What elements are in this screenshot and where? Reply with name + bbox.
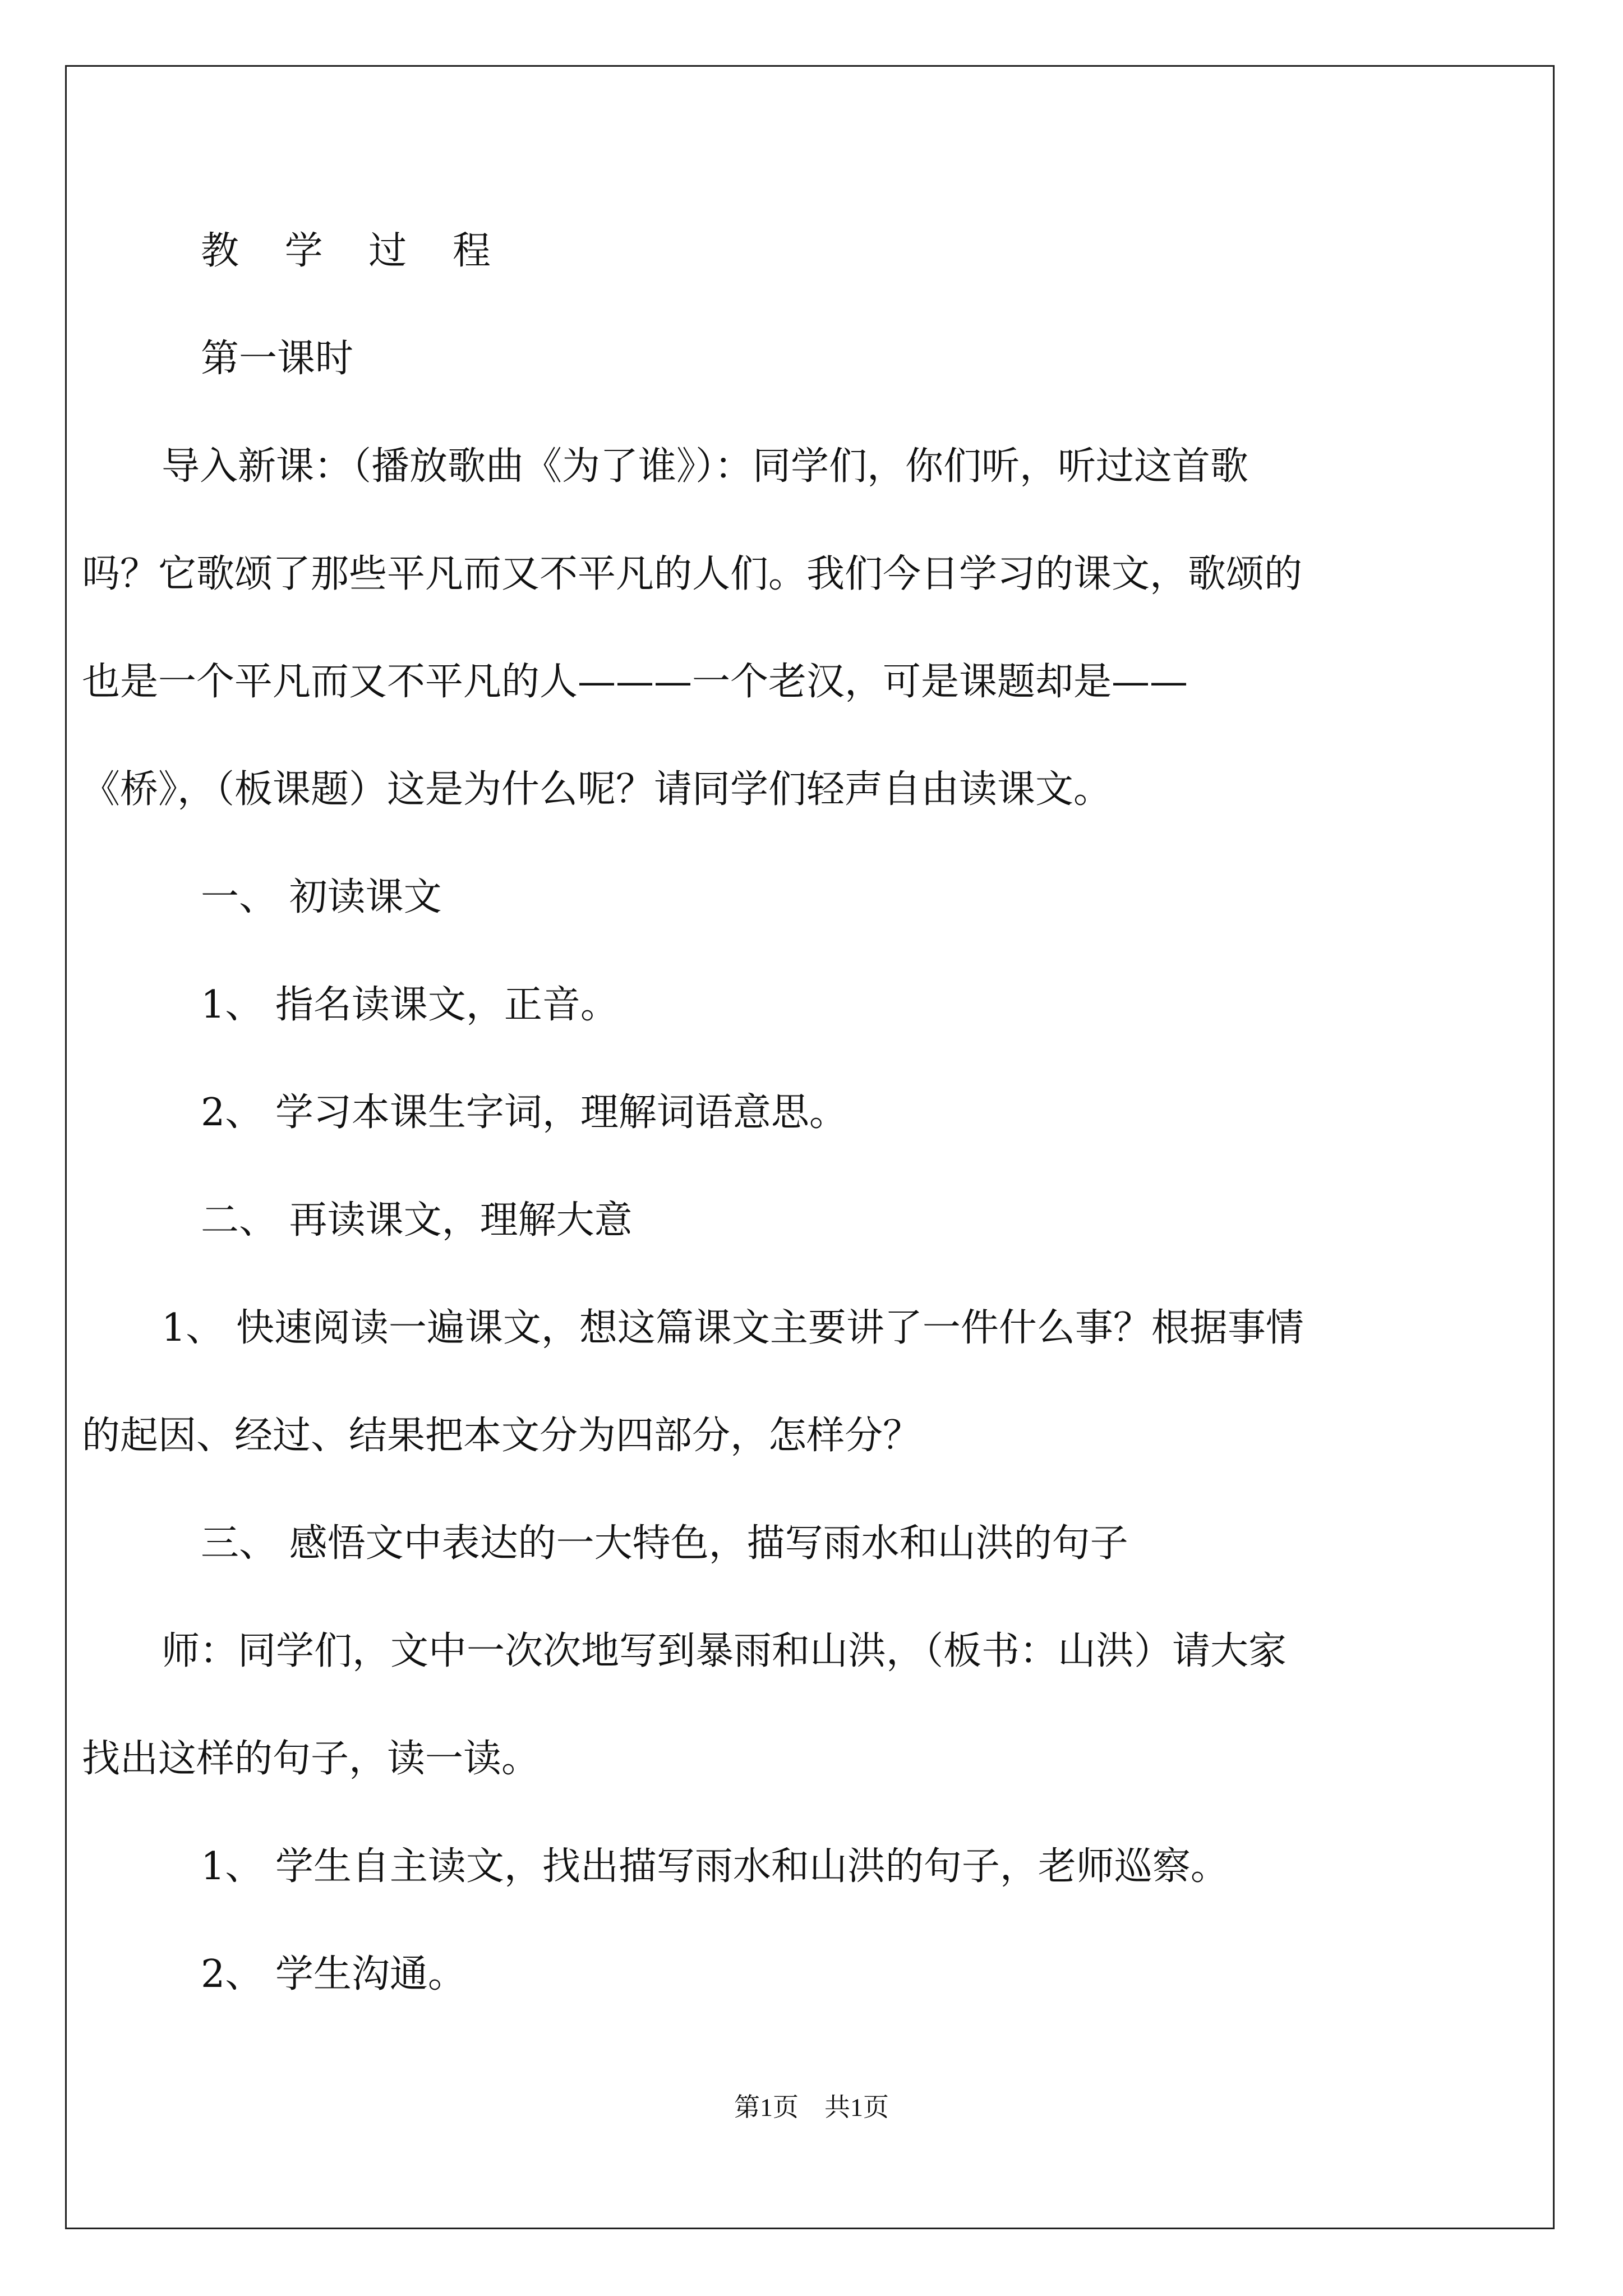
section-two-heading: 二、 再读课文，理解大意	[201, 1198, 633, 1243]
section-one-heading: 一、 初读课文	[201, 875, 442, 919]
section-three-heading: 三、 感悟文中表达的一大特色，描写雨水和山洪的句子	[201, 1521, 1128, 1566]
lesson-label: 第一课时	[201, 337, 354, 381]
list-item: 1、 快速阅读一遍课文，想这篇课文主要讲了一件什么事？根据事情的起因、经过、结果把本文分为四部分，怎样分？	[82, 1306, 1304, 1458]
document-body	[82, 197, 1429, 2028]
list-item: 1、 指名读课文，正音。	[201, 983, 619, 1027]
list-item: 2、 学生沟通。	[201, 1952, 466, 1996]
intro-paragraph: 导入新课：（播放歌曲《为了谁》）：同学们，你们听，听过这首歌吗？它歌颂了那些平凡而又不平凡的人们。我们今日学习的课文，歌颂的也是一个平凡而又不平凡的人———一个老汉，可是课题却是——《桥》，（板课题）这是为什么呢？请同学们轻声自由读课文。	[82, 444, 1303, 812]
list-item: 1、 学生自主读文，找出描写雨水和山洪的句子，老师巡察。	[201, 1844, 1229, 1889]
list-item: 2、 学习本课生字词，理解词语意思。	[201, 1091, 847, 1135]
page-footer: 第1页 共1页	[734, 2093, 889, 2122]
teacher-paragraph: 师：同学们，文中一次次地写到暴雨和山洪，（板书：山洪）请大家找出这样的句子，读一读。	[82, 1629, 1287, 1781]
section-heading: 教 学 过 程	[201, 229, 508, 273]
